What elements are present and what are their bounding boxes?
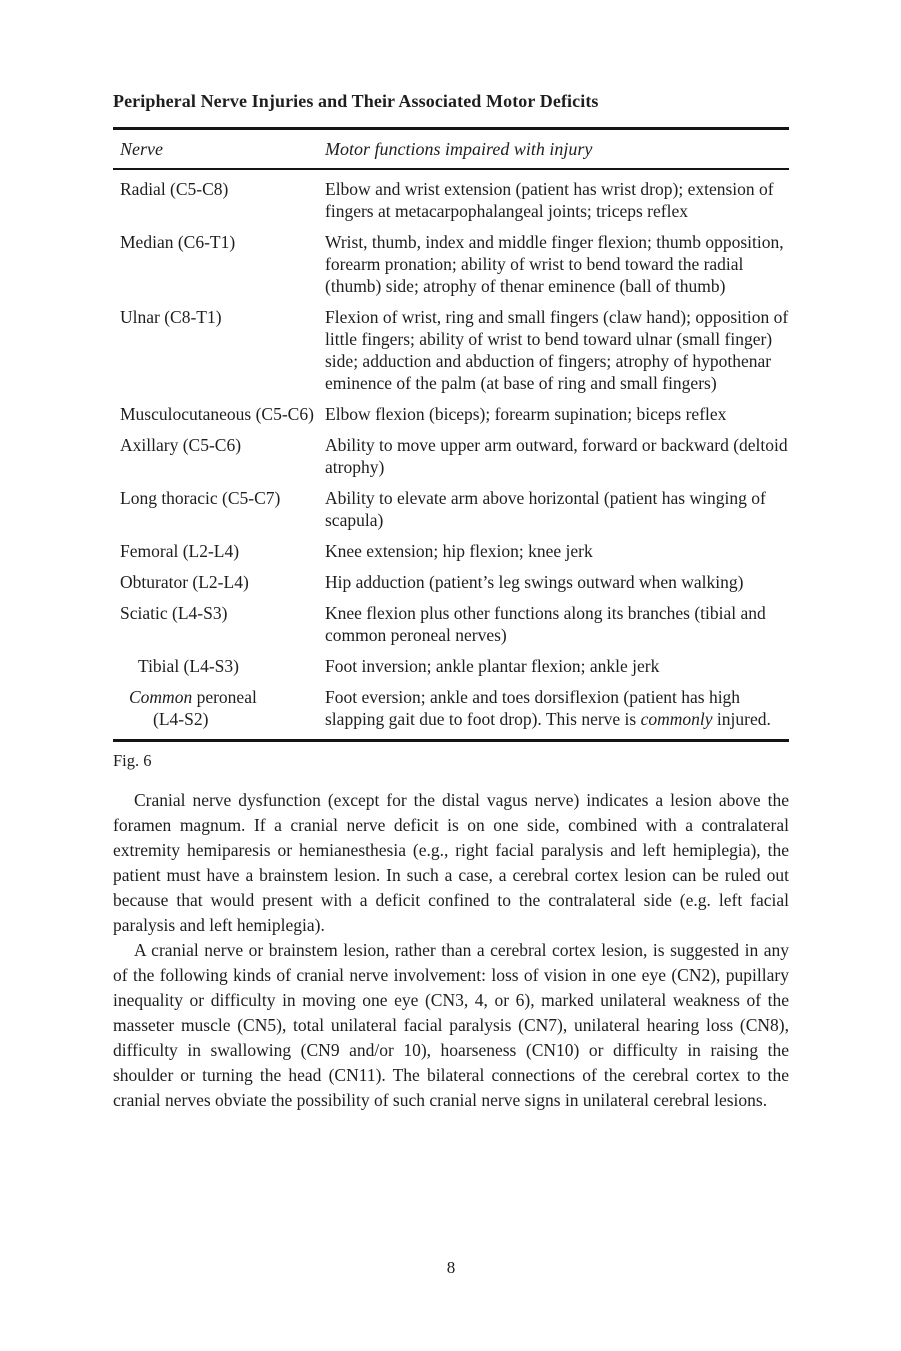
nerve-cell: Ulnar (C8-T1) [120, 307, 222, 327]
column-header-nerve: Nerve [120, 138, 163, 159]
deficit-cell: Knee flexion plus other functions along its branches (tibial and common peroneal nerves) [325, 603, 766, 645]
deficit-cell: Foot inversion; ankle plantar flexion; ankle jerk [325, 656, 660, 676]
table-row [113, 571, 789, 593]
nerve-deficit-table [113, 127, 789, 742]
body-paragraph: A cranial nerve or brainstem lesion, rather than a cerebral cortex lesion, is suggested in any of the following kinds of cranial nerve involvement: loss of vision in one eye (CN2), pupillary inequality or difficulty in moving one eye (CN3, 4, or 6), marked unilateral weakness of the masseter muscle (CN5), total unilateral facial paralysis (CN7), unilateral hearing loss (CN8), difficulty in swallowing (CN9 and/or 10), hoarseness (CN10) or difficulty in raising the shoulder or turning the head (CN11). The bilateral connections of the cerebral cortex to the cranial nerves obviate the possibility of such cranial nerve signs in unilateral cerebral lesions. [113, 939, 789, 1110]
nerve-cell: Tibial (L4-S3) [138, 656, 239, 676]
table-body [113, 170, 789, 739]
table-row [113, 434, 789, 478]
nerve-cell: Sciatic (L4-S3) [120, 603, 228, 623]
deficit-cell: Wrist, thumb, index and middle finger flexion; thumb opposition, forearm pronation; ability of wrist to bend toward the radial (thumb) side; atrophy of thenar eminence (ball of thumb) [325, 232, 784, 296]
table-row [113, 655, 789, 677]
deficit-cell: Knee extension; hip flexion; knee jerk [325, 541, 593, 561]
table-row [113, 178, 789, 222]
deficit-cell: Elbow flexion (biceps); forearm supination; biceps reflex [325, 404, 727, 424]
nerve-cell: Common peroneal (L4-S2) [129, 687, 257, 729]
table-row [113, 686, 789, 730]
nerve-cell: Axillary (C5-C6) [120, 435, 242, 455]
nerve-cell: Musculocutaneous (C5-C6) [120, 404, 314, 424]
table-row [113, 540, 789, 562]
table-row [113, 231, 789, 297]
body-paragraph: Cranial nerve dysfunction (except for the distal vagus nerve) indicates a lesion above the foramen magnum. If a cranial nerve deficit is on one side, combined with a contralateral extremity hemiparesis or hemianesthesia (e.g., right facial paralysis and left hemiplegia), the patient must have a brainstem lesion. In such a case, a cerebral cortex lesion can be ruled out because that would present with a deficit confined to the contralateral side (e.g. left facial paralysis and left hemiplegia). [113, 789, 789, 935]
deficit-cell: Hip adduction (patient’s leg swings outward when walking) [325, 572, 744, 592]
table-bottom-rule [113, 739, 789, 742]
figure-caption: Fig. 6 [113, 750, 152, 770]
deficit-cell: Ability to elevate arm above horizontal (patient has winging of scapula) [325, 488, 766, 530]
deficit-cell: Elbow and wrist extension (patient has wrist drop); extension of fingers at metacarpophalangeal joints; triceps reflex [325, 179, 774, 221]
table-row [113, 602, 789, 646]
body-text [113, 788, 789, 1113]
nerve-cell: Median (C6-T1) [120, 232, 236, 252]
table-header-row [113, 130, 789, 168]
nerve-cell: Radial (C5-C8) [120, 179, 229, 199]
nerve-cell: Femoral (L2-L4) [120, 541, 240, 561]
nerve-cell: Obturator (L2-L4) [120, 572, 249, 592]
page-number: 8 [446, 1258, 456, 1277]
deficit-cell: Flexion of wrist, ring and small fingers (claw hand); opposition of little fingers; ability of wrist to bend toward ulnar (small finger) side; adduction and abduction of fingers; atrophy of hypothenar eminence of the palm (at base of ring and small fingers) [325, 307, 789, 393]
table-row [113, 403, 789, 425]
table-row [113, 487, 789, 531]
table-row [113, 306, 789, 394]
table-title: Peripheral Nerve Injuries and Their Associated Motor Deficits [113, 91, 599, 111]
deficit-cell: Foot eversion; ankle and toes dorsiflexion (patient has high slapping gait due to foot drop). This nerve is commonly injured. [325, 687, 771, 729]
nerve-cell: Long thoracic (C5-C7) [120, 488, 281, 508]
column-header-deficit: Motor functions impaired with injury [325, 138, 593, 159]
deficit-cell: Ability to move upper arm outward, forward or backward (deltoid atrophy) [325, 435, 788, 477]
page-content [113, 0, 789, 1113]
